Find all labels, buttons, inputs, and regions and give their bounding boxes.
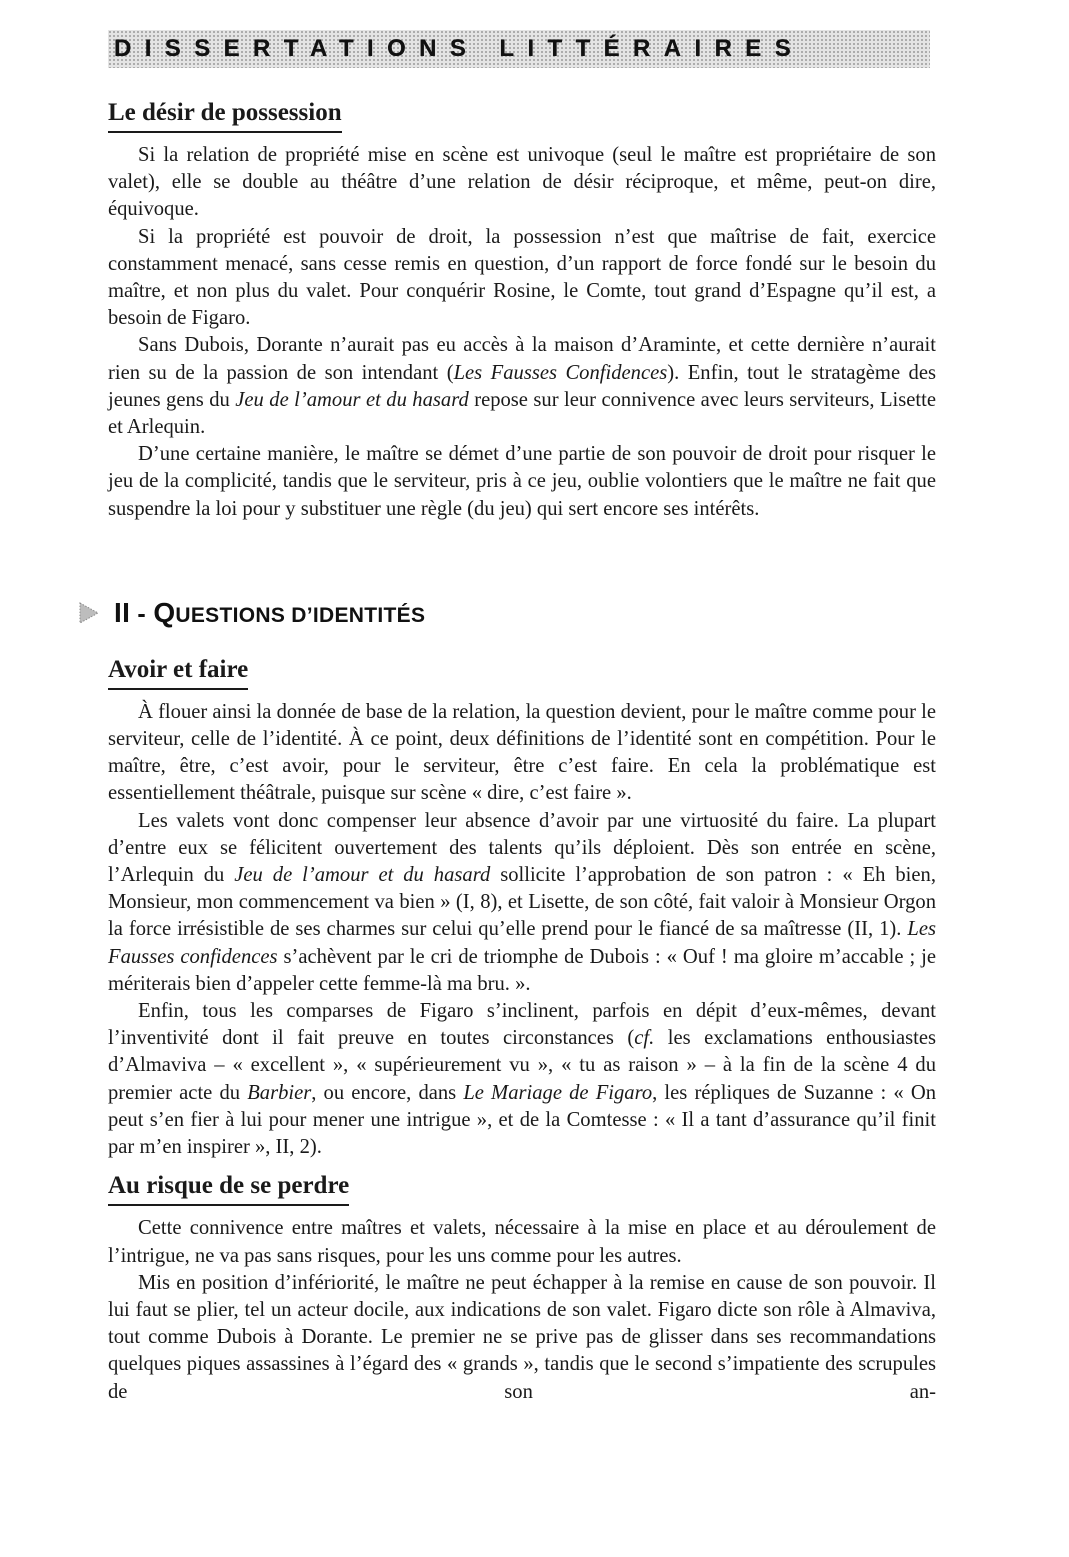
subheading: Avoir et faire bbox=[108, 655, 248, 690]
arrow-right-icon bbox=[78, 600, 102, 626]
work-title: Les Fausses Confidences bbox=[453, 361, 668, 384]
subheading: Au risque de se perdre bbox=[108, 1171, 349, 1206]
part-heading bbox=[78, 597, 936, 629]
running-header bbox=[108, 30, 930, 68]
paragraph: Cette connivence entre maîtres et valets, nécessaire à la mise en place et au déroulement de l’intrigue, ne va pas sans risques, pour les uns comme pour les autres. bbox=[108, 1217, 936, 1267]
paragraph: D’une certaine manière, le maître se démet d’une partie de son pouvoir de droit pour risquer le jeu de la complicité, tandis que le serviteur, pris à ce jeu, oublie volontiers que le maître ne fait que suspendre la loi pour y substituer une règle (du jeu) qui sert encore ses intérêts. bbox=[108, 443, 936, 520]
paragraph: À flouer ainsi la donnée de base de la relation, la question devient, pour le maître comme pour le serviteur, celle de l’identité. À ce point, deux définitions de l’identité sont en compétition. Pour le maître, être, c’est avoir, pour le serviteur, être c’est faire. En cela la problématique est essentiellement théâtrale, puisque sur scène « dire, c’est faire ». bbox=[108, 700, 936, 805]
paragraph: Si la relation de propriété mise en scène est univoque (seul le maître est propriétaire de son valet), elle se double au théâtre d’une relation de désir réciproque, et même, peut-on dire, équivoque. bbox=[108, 144, 936, 221]
paragraph: Sans Dubois, Dorante n’aurait pas eu accès à la maison d’Araminte, et cette dernière n’aurait rien su de la passion de son intendant (Les Fausses Confidences). Enfin, tout le stratagème des jeunes gens du Jeu de l’amour et du hasard repose sur leur connivence avec leurs serviteurs, Lisette et Arlequin. bbox=[108, 334, 936, 439]
page-body bbox=[108, 98, 936, 1406]
part-heading-label: II - QUESTIONS D’IDENTITÉS bbox=[114, 596, 426, 628]
work-title: Barbier bbox=[247, 1081, 312, 1104]
paragraph: Les valets vont donc compenser leur absence d’avoir par une virtuosité du faire. La plupart d’entre eux se félicitent ouvertement des talents qu’ils déploient. Dès son entrée en scène, l’Arlequin du Jeu de l’amour et du hasard sollicite l’approbation de son patron : « Eh bien, Monsieur, mon commencement va bien » (I, 8), et Lisette, de son côté, fait valoir à Monsieur Orgon la force irrésistible de ses charmes sur celui qu’elle prend pour le fiancé de sa maîtresse (II, 1). Les Fausses confidences s’achèvent par le cri de triomphe de Dubois : « Ouf ! ma gloire m’accable ; je mériterais bien d’appeler cette femme-là ma bru. ». bbox=[108, 809, 937, 995]
paragraph: Enfin, tous les comparses de Figaro s’inclinent, parfois en dépit d’eux-mêmes, devant l’inventivité dont il fait preuve en toutes circonstances (cf. les exclamations enthousiastes d’Almaviva – « excellent », « supérieurement vu », « tu as raison » – à la fin de la scène 4 du premier acte du Barbier, ou encore, dans Le Mariage de Figaro, les répliques de Suzanne : « On peut s’en fier à lui pour mener une intrigue », et de la Comtesse : « Il a tant d’assurance qu’il finit par m’en inspirer », II, 2). bbox=[108, 1000, 936, 1159]
work-title: Jeu de l’amour et du hasard bbox=[235, 388, 469, 411]
work-title: Le Mariage de Figaro bbox=[463, 1081, 653, 1104]
running-header-title: DISSERTATIONS LITTÉRAIRES bbox=[114, 35, 805, 62]
subheading: Le désir de possession bbox=[108, 98, 342, 133]
work-title: Jeu de l’amour et du hasard bbox=[234, 864, 491, 887]
paragraph: Mis en position d’infériorité, le maître ne peut échapper à la remise en cause de son pouvoir. Il lui faut se plier, tel un acteur docile, aux indications de son valet. Figaro dicte son rôle à Almaviva, tout comme Dubois à Dorante. Le premier ne se prive pas de glisser dans ses recommandations quelques piques assassines à l’égard des « grands », tandis que le second s’impatiente des scrupules de son an- bbox=[108, 1271, 936, 1403]
abbreviation: cf. bbox=[634, 1027, 655, 1050]
section-avoir-faire bbox=[108, 655, 936, 1161]
work-title: Les Fausses confidences bbox=[108, 918, 936, 968]
paragraph: Si la propriété est pouvoir de droit, la possession n’est que maîtrise de fait, exercice constamment menacé, sans cesse remis en question, d’un rapport de force fondé sur le besoin du maître, et non plus du valet. Pour conquérir Rosine, le Comte, tout grand d’Espagne qu’il est, a besoin de Figaro. bbox=[108, 225, 936, 330]
section-risque-perdre bbox=[108, 1171, 936, 1405]
section-desir-possession bbox=[108, 98, 936, 523]
